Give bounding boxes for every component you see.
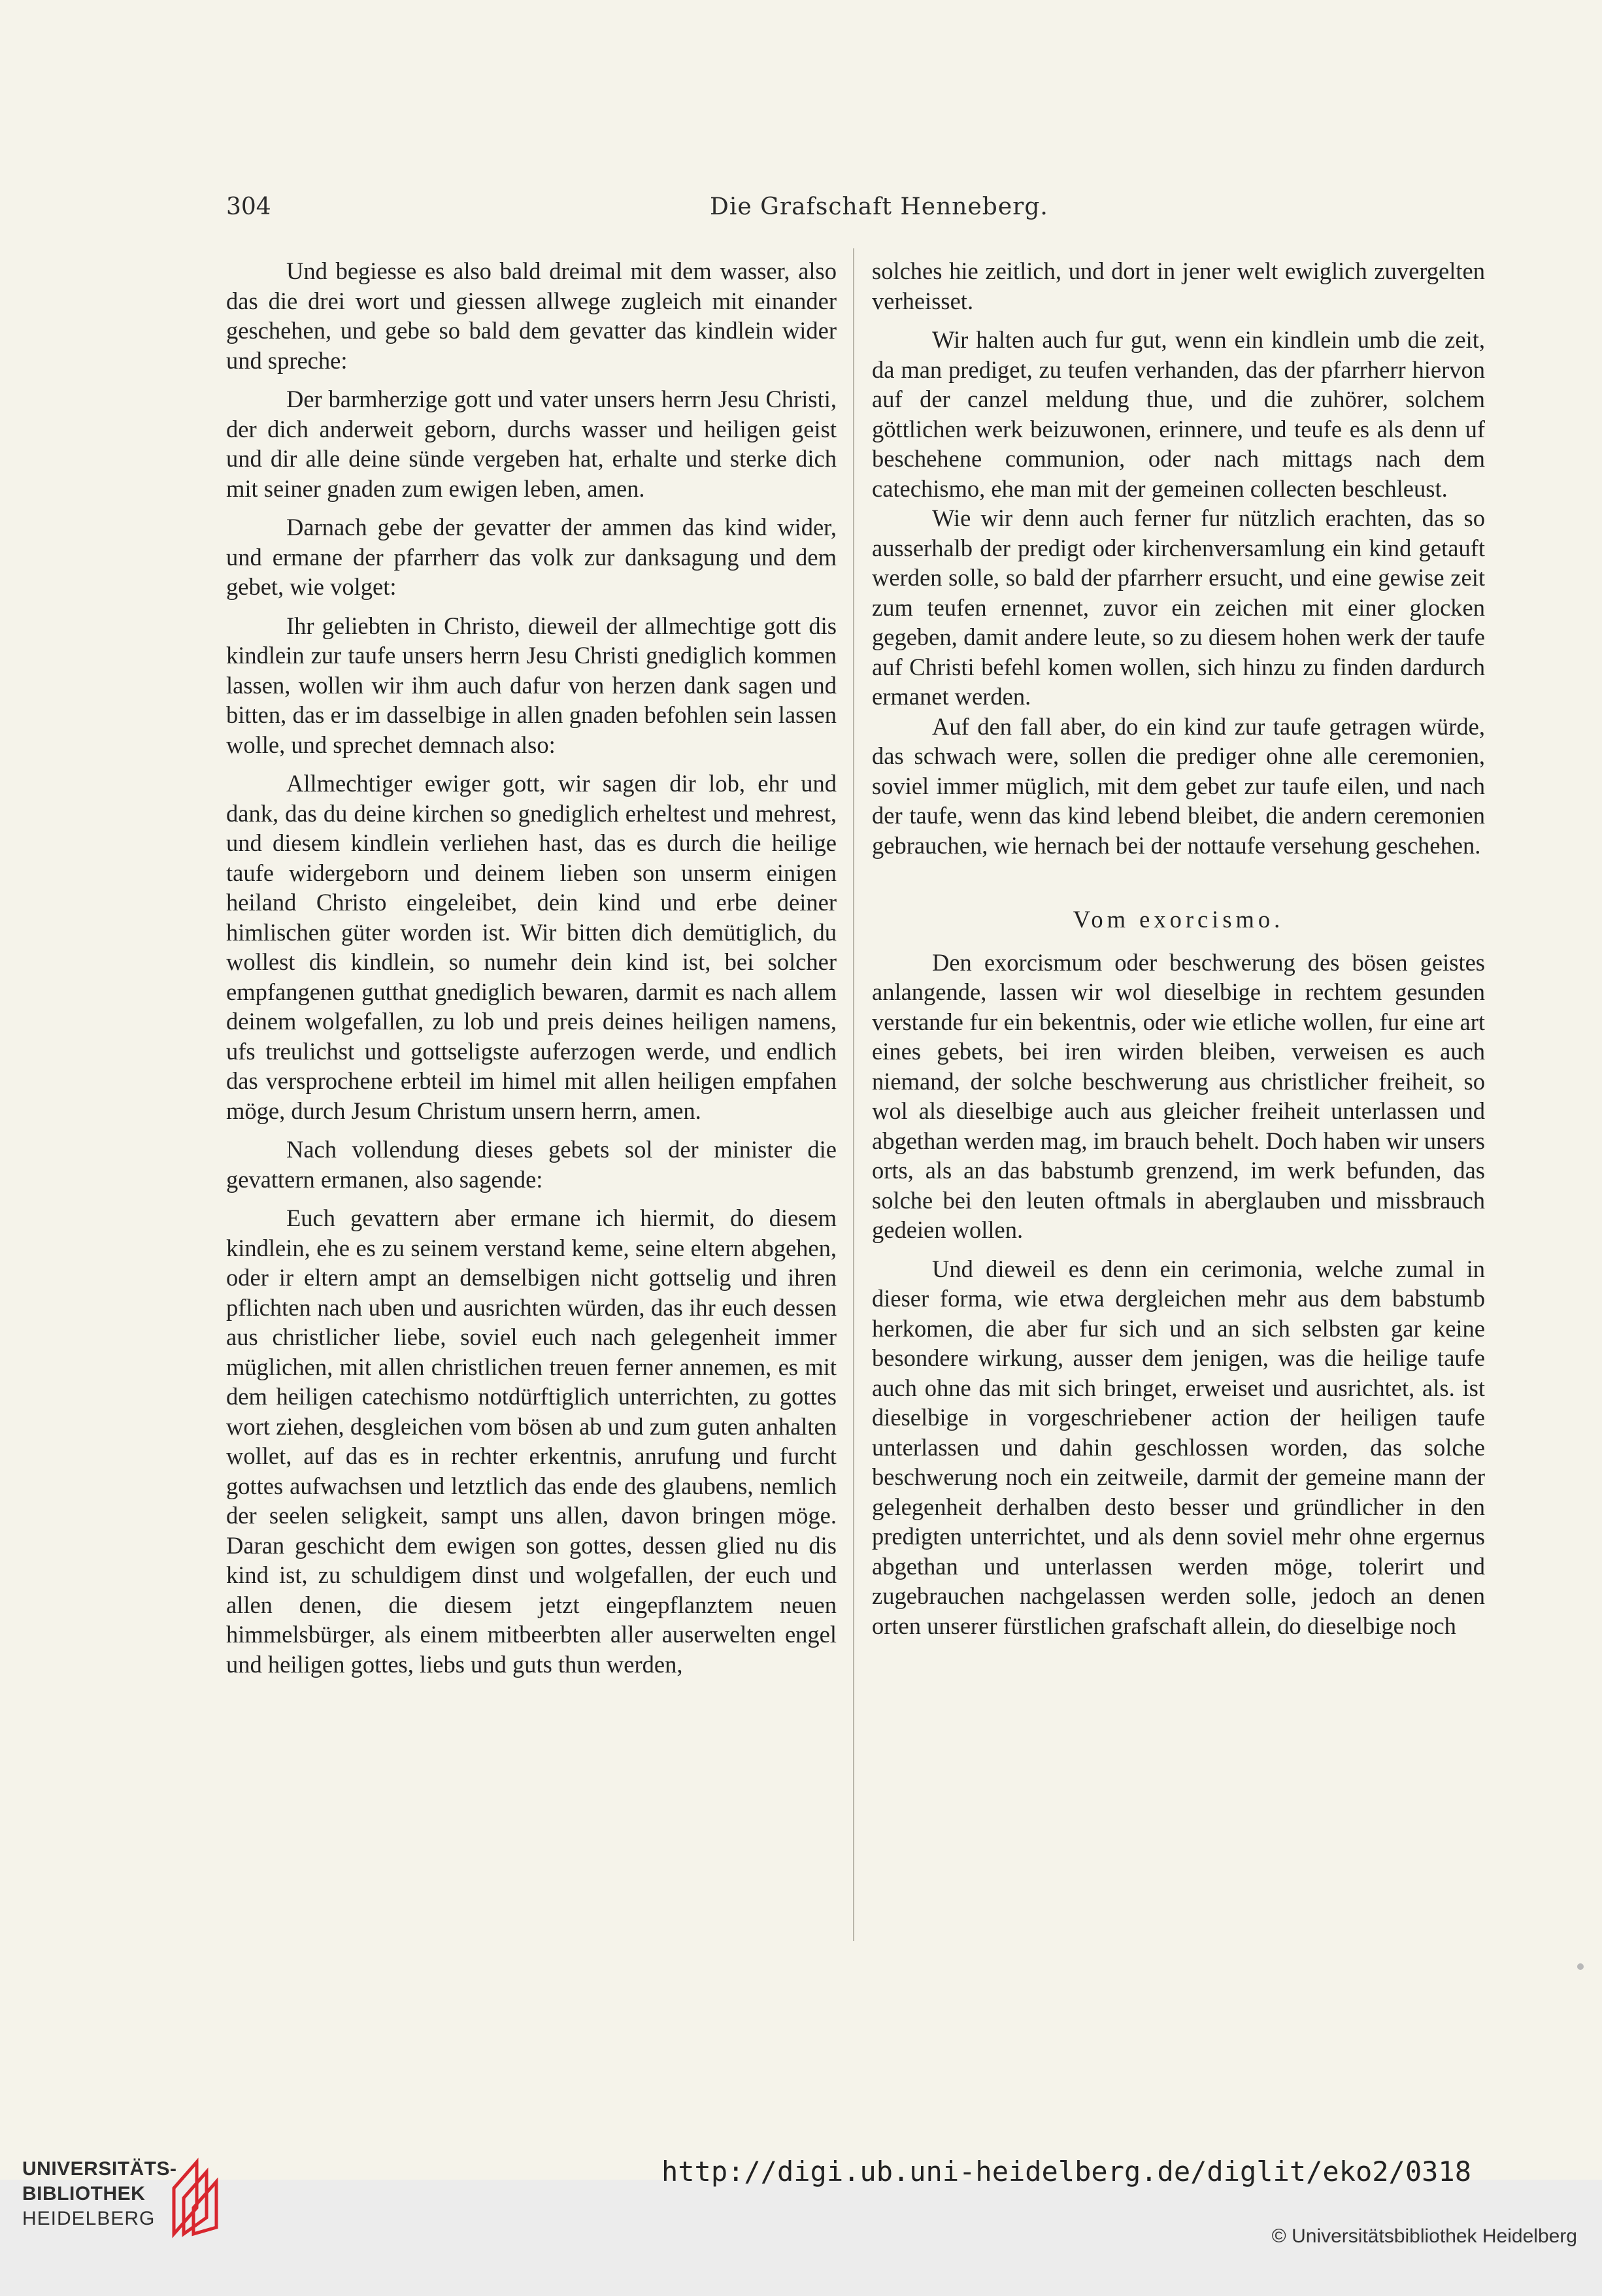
permalink-url[interactable]: http://digi.ub.uni-heidelberg.de/diglit/eko2/0318 — [661, 2155, 1471, 2188]
paragraph: Nach vollendung dieses gebets sol der minister die gevattern ermanen, also sagende: — [226, 1136, 837, 1193]
paragraph: Wie wir denn auch ferner fur nützlich erachten, das so ausserhalb der predigt oder kirchenversamlung ein kind getauft werden solle, so bald der pfarrherr ersucht, und eine gewise zeit zum teufen ernennet, zuvor ein zeichen mit einer glocken gegeben, damit andere leute, so zu diesem hohen werk der taufe auf Christi befehl komen wollen, sich hinzu zu finden dardurch ermanet werden. — [872, 505, 1485, 710]
left-column — [226, 256, 837, 1679]
running-title: Die Grafschaft Henneberg. — [710, 193, 1048, 220]
paragraph: solches hie zeitlich, und dort in jener welt ewiglich zuvergelten verheisset. — [872, 258, 1485, 314]
paragraph: Ihr geliebten in Christo, dieweil der allmechtige gott dis kindlein zur taufe unsers herrn Jesu Christi gnediglich kommen lassen, wollen wir ihm auch dafur von herzen dank sagen und bitten, das er im dasselbige in allen gnaden befohlen sein lassen wolle, und sprechet demnach also: — [226, 612, 837, 758]
library-logo-line2: BIBLIOTHEK — [22, 2183, 146, 2204]
paragraph: Auf den fall aber, do ein kind zur taufe getragen würde, das schwach were, sollen die prediger ohne alle ceremonien, soviel immer müglich, mit dem gebet zur taufe eilen, und nach der taufe, wenn das kind lebend bleibet, die andern ceremonien gebrauchen, wie hernach bei der nottaufe versehung geschehen. — [872, 712, 1485, 859]
paragraph: Den exorcismum oder beschwerung des bösen geistes anlangende, lassen wir wol dieselbige in rechtem gesunden verstande fur ein bekentnis, oder wie etliche wollen, fur eine art eines gebets, bei iren wirden bleiben, verweisen es auch niemand, der solche beschwerung aus christlicher freiheit, so wol als dieselbige auch aus gleicher freiheit unterlassen und abgethan werden mag, im brauch behelt. Doch haben wir unsers orts, als an das babstumb grenzend, im werk befunden, das solche bei den leuten oftmals in aberglauben und missbrauch gedeien wollen. — [872, 948, 1485, 1243]
paragraph: Der barmherzige gott und vater unsers herrn Jesu Christi, der dich anderweit geborn, durchs wasser und heiligen geist und dir alle deine sünde vergeben hat, erhalte und sterke dich mit seiner gnaden zum ewigen leben, amen. — [226, 386, 837, 502]
paragraph: Allmechtiger ewiger gott, wir sagen dir lob, ehr und dank, das du deine kirchen so gnediglich erheltest und mehrest, und diesem kindlein verliehen hast, das es durch die heilige taufe widergeborn und deinem lieben son unserm einigen heiland Christo eingeleibet, dein kind und erbe deiner himlischen güter worden ist. Wir bitten dich demütiglich, du wollest dis kindlein, so numehr dein kind ist, bei solcher empfangenen gutthat gnediglich bewaren, darmit es nach allem deinem wolgefallen, zu lob und preis deines heiligen namens, ufs treulichst und gottseligste auferzogen werde, und endlich das versprochene erbteil im himel mit allen heiligen empfahen möge, durch Jesum Christum unsern herrn, amen. — [226, 770, 837, 1124]
page-number: 304 — [226, 193, 271, 220]
paragraph: Und begiesse es also bald dreimal mit dem wasser, also das die drei wort und giessen allwege zugleich mit einander geschehen, und gebe so bald dem gevatter das kindlein wider und spreche: — [226, 258, 837, 374]
paragraph: Euch gevattern aber ermane ich hiermit, do diesem kindlein, ehe es zu seinem verstand keme, seine eltern abgehen, oder ir eltern ampt an demselbigen nicht gottselig und ihren pflichten nach uben und ausrichten würden, das ihr euch dessen aus christlicher liebe, soviel euch nach gelegenheit immer müglichen, mit allen christlichen treuen ferner annemen, es mit dem heiligen catechismo notdürftiglich unterrichten, zu gottes wort ziehen, desgleichen vom bösen ab und zum guten anhalten wollet, auf das es in rechter erkentnis, anrufung und furcht gottes aufwachsen und letztlich das ende des glaubens, nemlich der seelen seligkeit, sampt uns allen, davon bringen möge. Daran geschicht dem ewigen son gottes, dessen glied nu dis kind ist, zu schuldigem dinst und wolgefallen, der euch und allen denen, die diesem jetzt eingepflanztem neuen himmelsbürger, als einem mitbeerbten aller auserwelten engel und heiligen gottes, liebs und guts thun werden, — [226, 1205, 837, 1678]
paragraph: Und dieweil es denn ein cerimonia, welche zumal in dieser forma, wie etwa dergleichen mehr aus dem babstumb herkomen, die aber fur sich und an sich selbsten gar keine besondere wirkung, ausser dem jenigen, was die heilige taufe auch ohne das mit sich bringet, erweiset und ausrichtet, als. ist dieselbige in vorgeschriebener action der heiligen taufe unterlassen und dahin geschlossen worden, das solche beschwerung noch ein zeitweile, darmit der gemeine mann der gelegenheit derhalben desto besser und gründlicher in den predigten unterrichtet, und als denn soviel mehr ohne ergernus abgethan und unterlassen werden möge, tolerirt und zugebrauchen nachgelassen werden solle, jedoch an denen orten unserer fürstlichen grafschaft allein, do dieselbige noch — [872, 1255, 1485, 1639]
library-logo-icon — [161, 2149, 226, 2240]
section-heading: Vom exorcismo. — [1073, 906, 1284, 933]
paragraph: Wir halten auch fur gut, wenn ein kindlein umb die zeit, da man prediget, zu teufen verhanden, das der pfarrherr hiervon auf der canzel meldung thue, und die zuhörer, solchem göttlichen werk beizuwonen, erinnere, und teufe es als denn uf beschehene communion, oder nach mittags nach dem catechismo, ehe man mit der gemeinen collecten beschleust. — [872, 326, 1485, 502]
library-logo-line3: HEIDELBERG — [22, 2208, 156, 2229]
right-column — [872, 256, 1485, 1640]
paragraph: Darnach gebe der gevatter der ammen das kind wider, und ermane der pfarrherr das volk zur danksagung und dem gebet, wie volget: — [226, 514, 837, 600]
column-divider — [853, 248, 854, 1941]
copyright-notice: © Universitätsbibliothek Heidelberg — [1271, 2225, 1577, 2247]
page-header — [226, 193, 1488, 233]
page-speck — [1577, 1963, 1584, 1970]
library-logo-line1: UNIVERSITÄTS- — [22, 2158, 177, 2180]
